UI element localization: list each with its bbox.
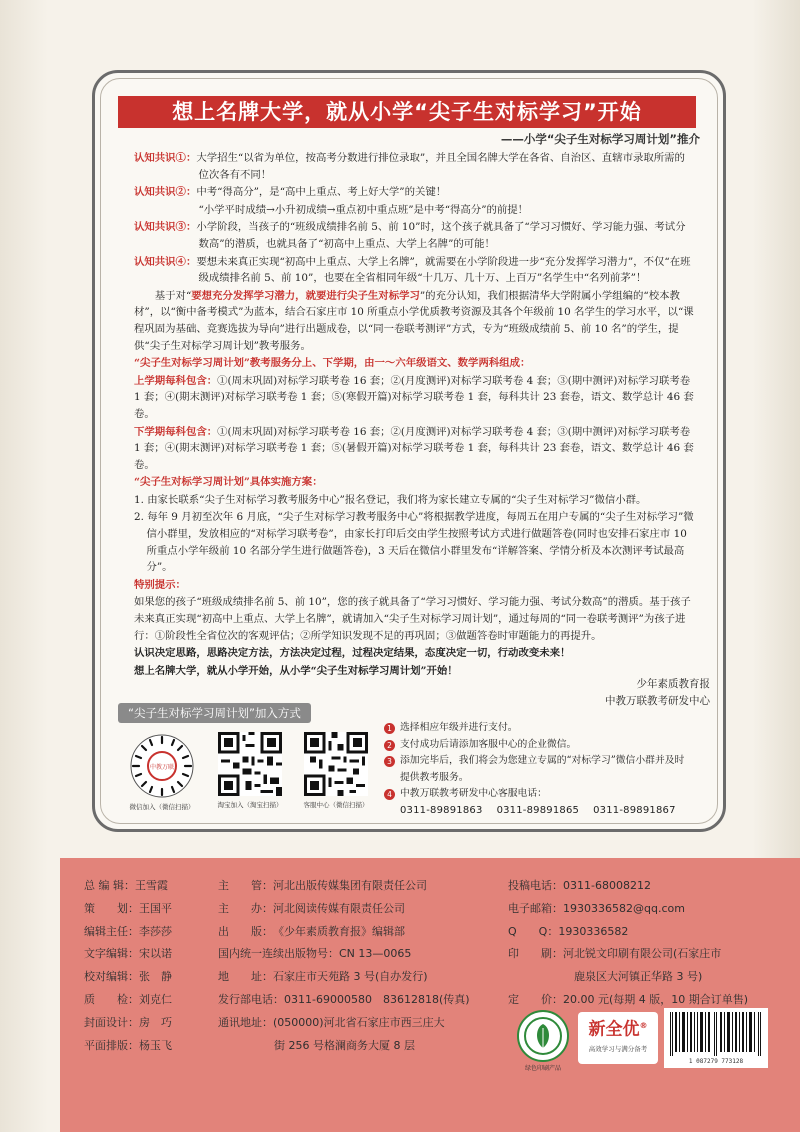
staff-row (84, 921, 172, 944)
row-key: 封面设计： (84, 1015, 139, 1029)
term1-heading: 上学期每科包含： (134, 374, 218, 387)
row-key: 出 版： (218, 924, 273, 938)
publisher-row (218, 898, 470, 921)
row-value: 河北出版传媒集团有限责任公司 (273, 879, 427, 892)
staff-row (84, 1035, 172, 1058)
phone-number[interactable]: 0311-89891865 (496, 804, 580, 816)
tips-section (134, 577, 694, 594)
row-value: 房 巧 (139, 1015, 172, 1029)
service-phones (384, 803, 694, 820)
row-key: 校对编辑： (84, 970, 139, 984)
consensus-2 (134, 184, 694, 201)
row-value: 发行部电话：0311-69000580 83612818(传真) (218, 992, 470, 1006)
tips-paragraph: 如果您的孩子“班级成绩排名前 5、前 10”，您的孩子就具备了“学习习惯好、学习能力强、考试分数高”的潜质。基于孩子未来真正实现“初高中上重点、大学上名牌”，就请加入“尖子生对标学习周计划”，通过每周的“同一卷联考测评”为孩子进行：①阶段性全省位次的客观评估；②所学知识发现不足的再巩固；③做题答卷时审题能力的再提升。 (134, 596, 691, 642)
join-step-4 (384, 786, 694, 803)
staff-row (84, 989, 172, 1012)
join-step-3 (384, 753, 694, 786)
barcode-icon (664, 1008, 768, 1058)
row-value: 河北锐文印刷有限公司(石家庄市 (563, 947, 722, 961)
consensus-text: 要想未来真正实现“初高中上重点、大学上名牌”，就需要在小学阶段进一步“充分发挥学习潜力”，不仅“在班级成绩排名前 5、前 10”，也要在全省相同年级“十几万、几十万、上百万”名学生中“名列前茅”！ (196, 255, 691, 285)
publisher-row (218, 1012, 470, 1035)
consensus-text: 中考“得高分”，是“高中上重点、考上好大学”的关键！ (196, 186, 447, 199)
brand-logo (578, 1012, 658, 1064)
publisher-row (218, 943, 470, 966)
row-key: 质 检： (84, 992, 139, 1006)
leaf-icon (519, 1012, 567, 1060)
plan-item-2: 2. 每年 9 月初至次年 6 月底，“尖子生对标学习教考服务中心”将根据教学进度，每周五在用户专属的“尖子生对标学习”微信小群里，发放相应的“对标学习联考卷”，由家长打印后交由学生按照考试方式进行做题答卷(同时也安排石家庄市 10 所重点小学年级前 10 名部分学生进行做题答卷)，3 天后在微信小群里发布“详解答案、学情分析及本次测评考试最高分”。 (134, 511, 694, 574)
consensus-2-line2 (134, 202, 694, 219)
join-step-2 (384, 737, 694, 754)
mini-logo-text: 中教万联 (149, 764, 175, 771)
signature-line: 少年素质教育报 (636, 678, 710, 690)
taobao-qr-code-icon (218, 732, 282, 796)
row-value: 河北阅读传媒有限责任公司 (273, 901, 405, 915)
phone-number[interactable]: 0311-89891863 (400, 804, 483, 816)
row-value: 李莎莎 (139, 924, 172, 938)
intro-paragraph (134, 288, 694, 354)
brand-name (578, 1012, 658, 1044)
consensus-text: 小学阶段，当孩子的“班级成绩排名前 5、前 10”时，这个孩子就具备了“学习习惯好、学习能力强、考试分数高”的潜质，也就具备了“初高中上重点、大学上名牌”的可能！ (196, 221, 686, 250)
term2-heading: 下学期每科包含： (134, 425, 218, 438)
consensus-1 (134, 150, 694, 183)
consensus-tag: 认知共识④： (134, 255, 197, 268)
plan-heading: “尖子生对标学习周计划”具体实施方案： (134, 476, 323, 489)
qr-taobao-join[interactable] (212, 732, 288, 809)
row-key: Q Q： (508, 924, 559, 938)
intro-emphasis: 要想充分发挥学习潜力，就要进行尖子生对标学习 (191, 289, 420, 302)
publisher-row (218, 966, 470, 989)
row-key: 投稿电话： (508, 879, 563, 892)
row-value: 石家庄市天苑路 3 号(自办发行) (273, 970, 428, 984)
term2-text: ①(周末巩固)对标学习联考卷 16 套；②(月度测评)对标学习联考卷 4 套；③(期中测评)对标学习联考卷 1 套；④(期末测评)对标学习联考卷 1 套；⑤(暑假开篇)对标学习联考卷 1 套，每科共计 23 套卷，语文、数学总计 46 套卷。 (134, 425, 694, 471)
publisher-column (218, 875, 470, 1057)
staff-column (84, 875, 172, 1057)
staff-row (84, 898, 172, 921)
contact-row (508, 875, 748, 898)
row-key: 地 址： (218, 970, 273, 984)
staff-row (84, 943, 172, 966)
row-value: 《少年素质教育报》编辑部 (273, 924, 405, 938)
contact-row (508, 921, 748, 944)
brand-tagline: 高效学习与满分备考 (588, 1044, 648, 1053)
staff-row (84, 1012, 172, 1035)
contact-column (508, 875, 748, 1012)
row-value: 1930336582 (558, 924, 629, 938)
consensus-tag: 认知共识③： (134, 221, 197, 234)
row-key: 印 刷： (508, 947, 563, 961)
ad-banner-title: 想上名牌大学，就从小学“尖子生对标学习”开始 (118, 96, 696, 128)
ad-body (134, 150, 694, 680)
barcode-number: 1 087279 773128 (688, 1058, 744, 1065)
row-value: 街 256 号格澜商务大厦 8 层 (274, 1038, 415, 1052)
row-key: 主 办： (218, 901, 273, 915)
row-value: 张 静 (139, 970, 172, 984)
contact-row (508, 966, 748, 989)
qr-caption: 淘宝加入（淘宝扫描） (217, 801, 283, 809)
row-value: 国内统一连续出版物号：CN 13—0065 (218, 947, 412, 961)
join-method-title: “尖子生对标学习周计划”加入方式 (118, 703, 311, 723)
signature-block (560, 676, 710, 710)
row-value: 王雪霞 (135, 879, 168, 892)
row-key: 文字编辑： (84, 947, 139, 961)
staff-row (84, 966, 172, 989)
row-value[interactable]: 1930336582@qq.com (563, 901, 685, 915)
term2-paragraph (134, 424, 694, 474)
staff-row (84, 875, 172, 898)
qr-caption: 微信加入（微信扫描） (129, 803, 195, 811)
intro-lead: 基于对“ (154, 289, 192, 302)
row-key: 主 管： (218, 879, 273, 892)
plan-item-1: 1. 由家长联系“尖子生对标学习教考服务中心”报名登记，我们将为家长建立专属的“尖子生对标学习”微信小群。 (134, 493, 647, 506)
tips-heading: 特别提示： (134, 578, 186, 591)
publisher-row (218, 875, 470, 898)
qr-code-row (118, 728, 388, 828)
qr-service-center[interactable] (298, 732, 374, 809)
publisher-row (218, 989, 470, 1012)
step-number-badge: 2 (384, 740, 395, 751)
plan-section (134, 474, 694, 491)
brand-name-text: 新全优 (588, 1019, 640, 1040)
consensus-text: 大学招生“以省为单位，按高考分数进行排位录取”，并且全国名牌大学在各省、自治区、直辖市录取所需的位次各有不同！ (196, 152, 685, 181)
slogan-2: 想上名牌大学，就从小学开始，从小学“尖子生对标学习周计划”开始！ (134, 664, 458, 677)
row-key: 总 编 辑： (84, 879, 135, 892)
intro-rest: ”的充分认知，我们根据清华大学附属小学组编的“校本教材”，以“衡中备考模式”为蓝本，结合石家庄市 10 所重点小学优质教考资源及其各个年级前 10 名学生的学习水平，以“课程巩固为基础、竞赛选拔为导向”进行出题成卷，以“同一卷联考测评”方式，专为“班级成绩前 5、前 10 名”的学生，提供“尖子生对标学习周计划”教考服务。 (134, 289, 694, 352)
step-number-badge: 1 (384, 723, 395, 734)
step-text: 支付成功后请添加客服中心的企业微信。 (400, 738, 577, 750)
consensus-3 (134, 219, 694, 252)
qr-caption: 客服中心（微信扫描） (303, 801, 369, 809)
consensus-text: “小学平时成绩→小升初成绩→重点初中重点班”是中考“得高分”的前提！ (198, 203, 529, 216)
step-number-badge: 3 (384, 756, 395, 767)
step-text: 中教万联教考研发中心客服电话： (400, 788, 547, 799)
consensus-tag: 认知共识②： (134, 186, 197, 199)
slogan-1: 认识决定思路，思路决定方法，方法决定过程，过程决定结果，态度决定一切，行动改变未来！ (134, 647, 571, 660)
contact-row (508, 898, 748, 921)
row-value: 王国平 (139, 901, 172, 915)
contact-row (508, 943, 748, 966)
row-value: 通讯地址：(050000)河北省石家庄市西三庄大 (218, 1015, 445, 1029)
row-value: 刘克仁 (139, 992, 172, 1006)
row-key: 电子邮箱： (508, 901, 563, 915)
publisher-row (218, 1035, 470, 1058)
signature-line: 中教万联教考研发中心 (605, 695, 710, 707)
term1-paragraph (134, 373, 694, 423)
row-key: 编辑主任： (84, 924, 139, 938)
ad-subtitle: ——小学“尖子生对标学习周计划”推介 (500, 132, 700, 146)
row-value: 杨玉飞 (139, 1038, 172, 1052)
service-heading: “尖子生对标学习周计划”教考服务分上、下学期，由一～六年级语文、数学两科组成： (134, 357, 531, 370)
publisher-row (218, 921, 470, 944)
step-number-badge: 4 (384, 789, 395, 800)
step-text: 选择相应年级并进行支付。 (400, 722, 518, 733)
service-qr-code-icon (304, 732, 368, 796)
green-printing-logo (517, 1010, 569, 1062)
row-key: 定 价： (508, 992, 563, 1006)
row-value: 鹿泉区大河镇正华路 3 号) (574, 970, 703, 984)
join-step-1 (384, 720, 694, 737)
consensus-4 (134, 254, 694, 287)
row-key: 平面排版： (84, 1038, 139, 1052)
row-value: 20.00 元(每期 4 版，10 期合订单售) (563, 992, 749, 1006)
service-section (134, 355, 694, 372)
registered-mark: ® (639, 1021, 648, 1030)
step-text: 添加完毕后，我们将会为您建立专属的“对标学习”微信小群并及时提供教考服务。 (400, 755, 685, 783)
phone-number[interactable]: 0311-89891867 (593, 804, 676, 816)
term1-text: ①(周末巩固)对标学习联考卷 16 套；②(月度测评)对标学习联考卷 4 套；③(期中测评)对标学习联考卷 1 套；④(期末测评)对标学习联考卷 1 套；⑤(寒假开篇)对标学习联考卷 1 套，每科共计 23 套卷，语文、数学总计 46 套卷。 (134, 374, 694, 420)
row-key: 策 划： (84, 901, 139, 915)
consensus-tag: 认知共识①： (134, 152, 197, 164)
qr-wechat-join[interactable] (124, 734, 200, 811)
wechat-mini-program-code-icon (130, 734, 194, 798)
row-value: 宋以诺 (139, 947, 172, 961)
row-value: 0311-68008212 (563, 879, 651, 892)
green-logo-caption: 绿色印刷产品 (524, 1065, 561, 1072)
join-steps (384, 720, 694, 819)
